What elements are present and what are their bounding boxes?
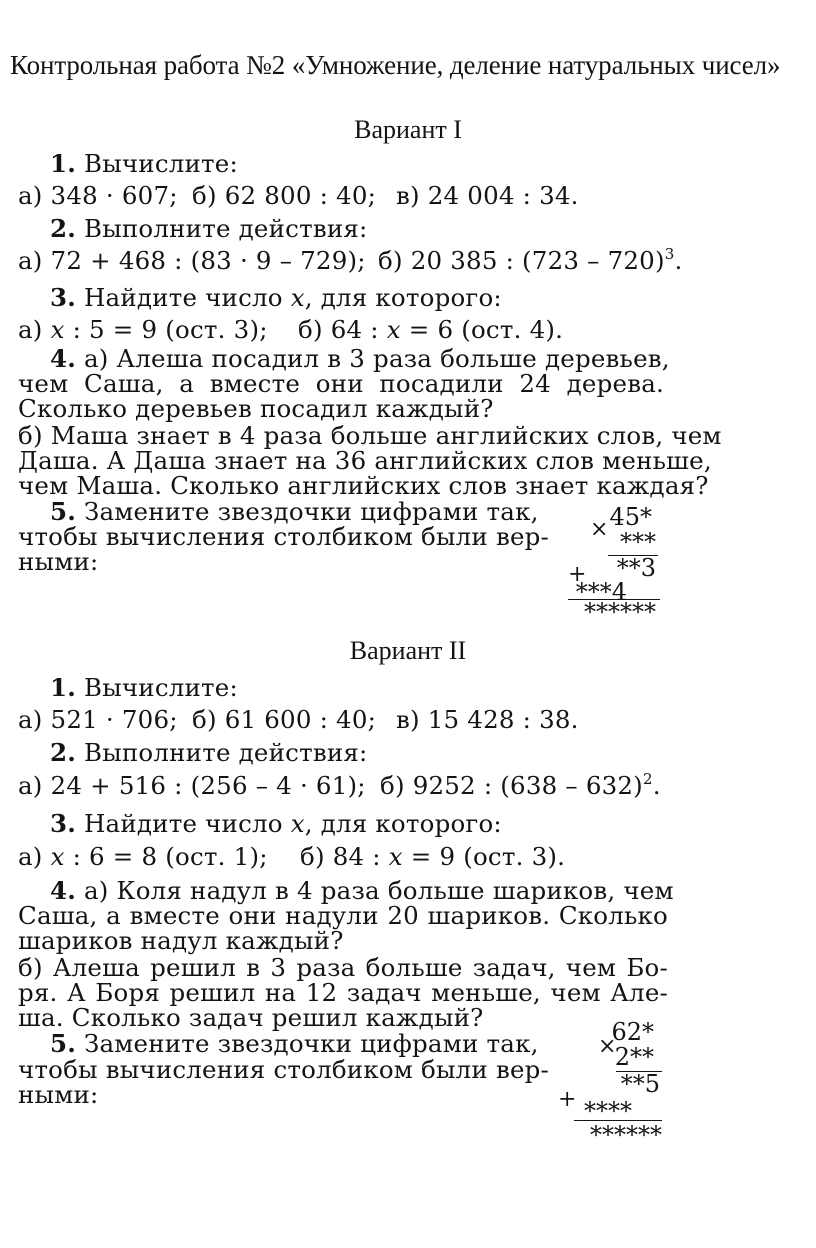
task-5-line-2: чтобы вычисления столбиком были вер- <box>18 522 550 551</box>
task-1-heading: 1. Вычислите: <box>50 673 238 702</box>
multiplier: 2** <box>614 1043 654 1071</box>
task-1c: в) 24 004 : 34. <box>396 181 579 210</box>
task-4-line-1: 4. а) Алеша посадил в 3 раза больше деревьев, <box>50 344 670 373</box>
partial-product-2: ***4 <box>575 578 627 606</box>
task-4-line-6: чем Маша. Сколько английских слов знает каждая? <box>18 471 709 500</box>
task-2-heading: 2. Выполните действия: <box>50 214 368 243</box>
task-4-line-4: б) Алеша решил в 3 раза больше задач, чем Бо- <box>18 953 668 982</box>
task-4-line-3: шариков надул каждый? <box>18 926 344 955</box>
task-4-line-1: 4. а) Коля надул в 4 раза больше шариков, чем <box>50 876 674 905</box>
task-5-line-1: 5. Замените звездочки цифрами так, <box>50 497 539 526</box>
task-4-line-3: Сколько деревьев посадил каждый? <box>18 394 494 423</box>
task-2a: а) 72 + 468 : (83 · 9 – 729); <box>18 246 366 275</box>
variant-1-heading: Вариант I <box>354 115 462 144</box>
partial-product-2: **** <box>584 1097 632 1125</box>
task-5-line-1: 5. Замените звездочки цифрами так, <box>50 1029 539 1058</box>
partial-product-1: **5 <box>620 1070 660 1098</box>
task-4-line-4: б) Маша знает в 4 раза больше английских слов, чем <box>18 421 722 450</box>
task-5-line-3: ными: <box>18 1080 99 1109</box>
multiplier: *** <box>620 528 656 556</box>
times-sign: × <box>598 1034 617 1059</box>
multiplicand: 45* <box>609 503 652 531</box>
task-1a: а) 348 · 607; <box>18 181 178 210</box>
task-5-line-3: ными: <box>18 547 99 576</box>
task-3a: а) x : 6 = 8 (ост. 1); <box>18 842 268 871</box>
times-sign: × <box>590 517 609 542</box>
product: ****** <box>584 598 656 626</box>
task-4-line-5: Даша. А Даша знает на 36 английских слов меньше, <box>18 446 712 475</box>
task-4-line-5: ря. А Боря решил на 12 задач меньше, чем Але- <box>18 978 668 1007</box>
plus-sign: + <box>568 562 587 587</box>
task-3a: а) x : 5 = 9 (ост. 3); <box>18 315 268 344</box>
task-3b: б) 84 : x = 9 (ост. 3). <box>300 842 566 871</box>
task-1a: а) 521 · 706; <box>18 705 178 734</box>
task-2-heading: 2. Выполните действия: <box>50 738 368 767</box>
task-4-line-2: чем Саша, а вместе они посадили 24 дерева. <box>18 369 664 398</box>
task-4-line-2: Саша, а вместе они надули 20 шариков. Сколько <box>18 901 668 930</box>
variant-2-heading: Вариант II <box>349 636 467 665</box>
multiplication-puzzle-2 <box>556 1010 666 1150</box>
task-1c: в) 15 428 : 38. <box>396 705 579 734</box>
task-3-heading: 3. Найдите число x, для которого: <box>50 283 502 312</box>
task-2a: а) 24 + 516 : (256 – 4 · 61); <box>18 771 366 800</box>
task-1-items <box>18 181 579 210</box>
plus-sign: + <box>558 1087 577 1112</box>
task-2b: б) 9252 : (638 – 632)$^2$. <box>380 770 661 800</box>
multiplication-puzzle-1 <box>560 498 662 626</box>
multiplicand: 62* <box>611 1018 654 1046</box>
partial-product-1: **3 <box>616 554 656 582</box>
product: ****** <box>590 1121 662 1149</box>
task-3-heading: 3. Найдите число x, для которого: <box>50 809 502 838</box>
task-5-line-2: чтобы вычисления столбиком были вер- <box>18 1055 550 1084</box>
task-3b: б) 64 : x = 6 (ост. 4). <box>298 315 564 344</box>
task-1-heading: 1. Вычислите: <box>50 149 238 178</box>
page-title: Контрольная работа №2 «Умножение, деление натуральных чисел» <box>10 50 781 80</box>
task-1b: б) 61 600 : 40; <box>192 705 377 734</box>
task-2b: б) 20 385 : (723 – 720)$^3$. <box>378 245 683 275</box>
task-1-items <box>18 705 579 734</box>
task-4-line-6: ша. Сколько задач решил каждый? <box>18 1003 484 1032</box>
task-1b: б) 62 800 : 40; <box>192 181 377 210</box>
